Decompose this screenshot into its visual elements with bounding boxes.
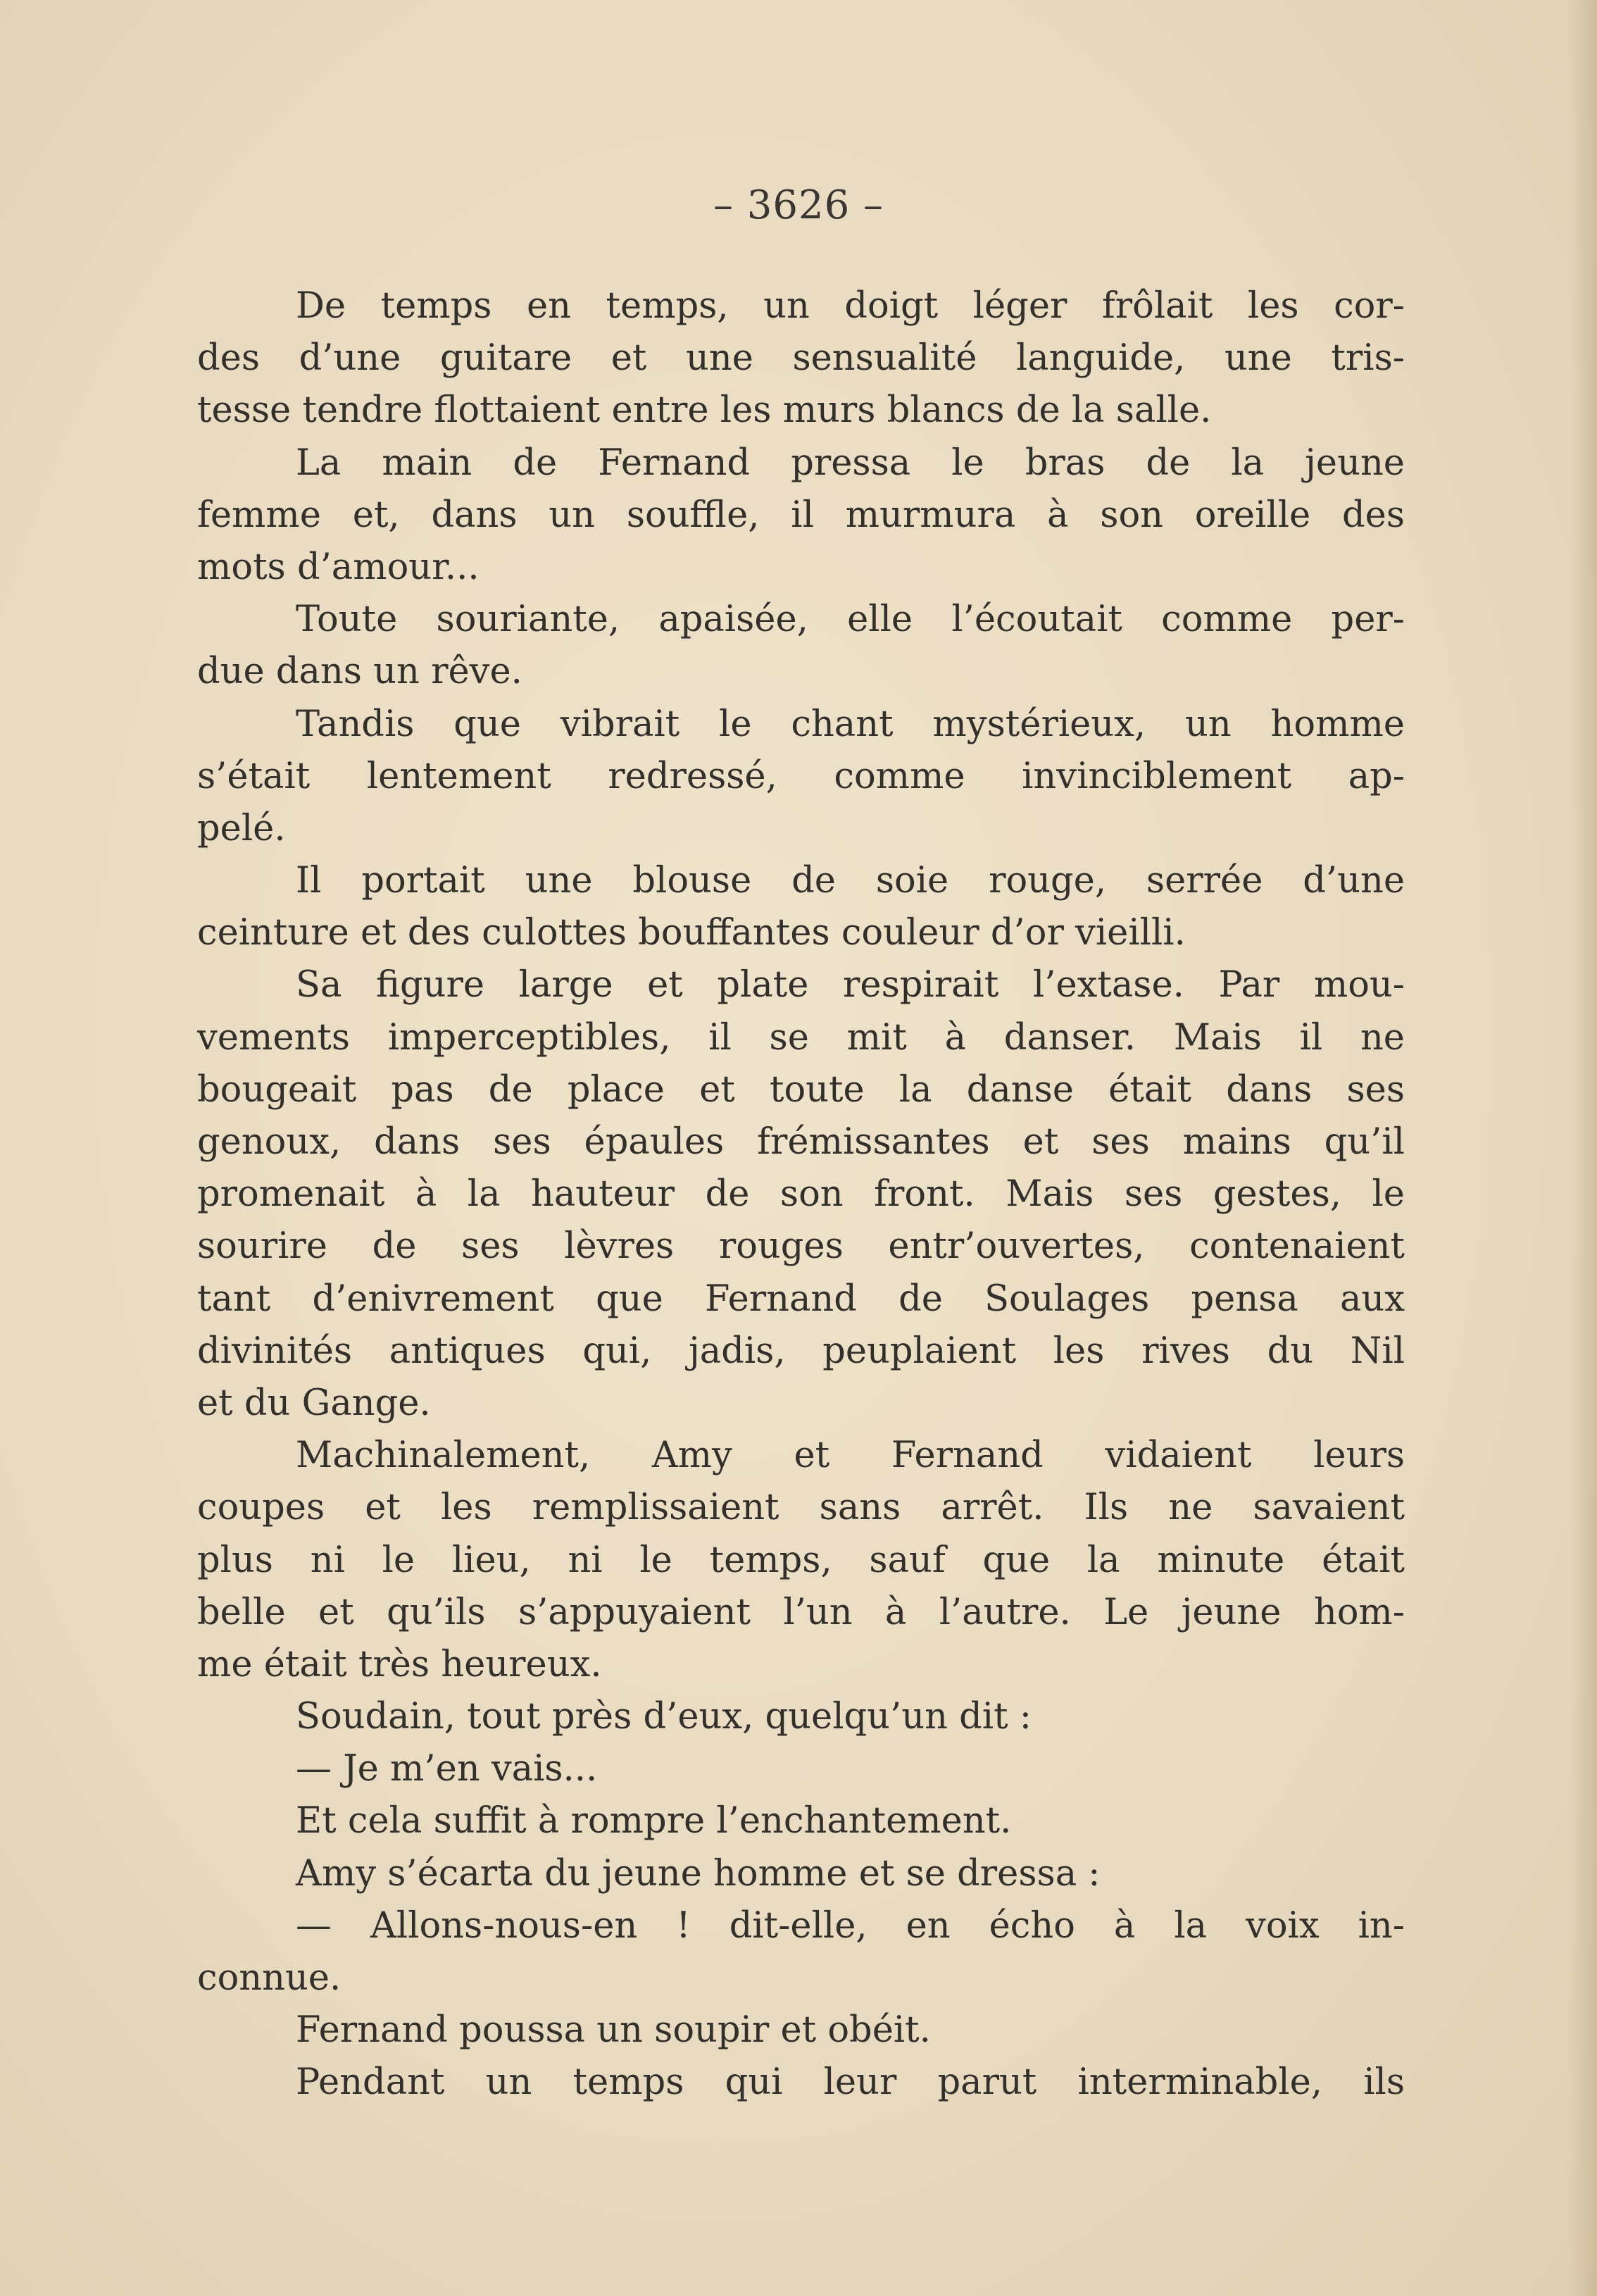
text-line: Il portait une blouse de soie rouge, serrée d’une	[296, 860, 1405, 902]
text-line: connue.	[197, 1957, 342, 1999]
text-line: tant d’enivrement que Fernand de Soulages pensa aux	[197, 1278, 1405, 1320]
text-line: Soudain, tout près d’eux, quelqu’un dit :	[296, 1696, 1032, 1738]
text-line: s’était lentement redressé, comme invinciblement ap-	[197, 755, 1405, 797]
text-line: Amy s’écarta du jeune homme et se dressa :	[296, 1852, 1101, 1895]
text-line: tesse tendre flottaient entre les murs blancs de la salle.	[197, 389, 1212, 432]
text-line: genoux, dans ses épaules frémissantes et ses mains qu’il	[197, 1121, 1405, 1163]
body-text	[197, 280, 1405, 2109]
text-line: pelé.	[197, 807, 286, 849]
text-line: ceinture et des culottes bouffantes couleur d’or vieilli.	[197, 912, 1186, 954]
text-line: — Je m’en vais...	[296, 1748, 598, 1790]
text-line: due dans un rêve.	[197, 651, 522, 693]
text-line: promenait à la hauteur de son front. Mais ses gestes, le	[197, 1173, 1405, 1216]
text-line: Et cela suffit à rompre l’enchantement.	[296, 1800, 1012, 1842]
text-line: Machinalement, Amy et Fernand vidaient leurs	[296, 1435, 1405, 1477]
text-line: Toute souriante, apaisée, elle l’écoutait comme per-	[296, 599, 1405, 641]
text-line: De temps en temps, un doigt léger frôlait les cor-	[296, 285, 1405, 327]
text-line: Pendant un temps qui leur parut interminable, ils	[296, 2061, 1405, 2104]
text-line: Tandis que vibrait le chant mystérieux, un homme	[296, 703, 1405, 745]
text-line: belle et qu’ils s’appuyaient l’un à l’autre. Le jeune hom-	[197, 1591, 1405, 1633]
text-line: me était très heureux.	[197, 1643, 602, 1685]
text-line: femme et, dans un souffle, il murmura à son oreille des	[197, 494, 1405, 536]
text-line: Sa figure large et plate respirait l’extase. Par mou-	[296, 964, 1405, 1006]
text-line: sourire de ses lèvres rouges entr’ouvertes, contenaient	[197, 1225, 1405, 1268]
text-line: divinités antiques qui, jadis, peuplaient les rives du Nil	[197, 1330, 1405, 1372]
text-line: — Allons-nous-en ! dit-elle, en écho à la voix in-	[296, 1904, 1405, 1947]
text-line: mots d’amour...	[197, 546, 480, 588]
text-line: La main de Fernand pressa le bras de la jeune	[296, 442, 1405, 484]
text-line: des d’une guitare et une sensualité languide, une tris-	[197, 337, 1405, 380]
text-line: coupes et les remplissaient sans arrêt. Ils ne savaient	[197, 1487, 1405, 1529]
page-number: – 3626 –	[713, 182, 884, 228]
text-line: et du Gange.	[197, 1382, 431, 1424]
page-edge-shadow	[1569, 0, 1597, 2296]
text-line: vements imperceptibles, il se mit à danser. Mais il ne	[197, 1016, 1405, 1059]
text-line: bougeait pas de place et toute la danse était dans ses	[197, 1068, 1405, 1111]
text-line: plus ni le lieu, ni le temps, sauf que la minute était	[197, 1539, 1405, 1581]
text-line: Fernand poussa un soupir et obéit.	[296, 2009, 931, 2052]
